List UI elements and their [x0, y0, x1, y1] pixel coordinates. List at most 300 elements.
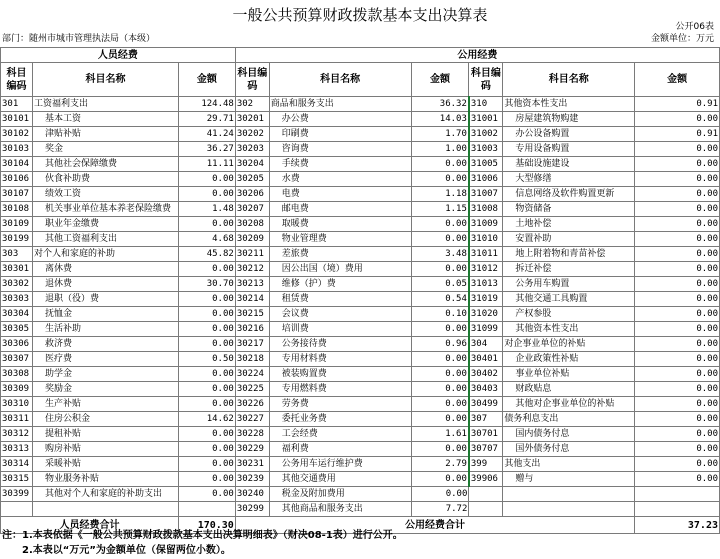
code-cell: 31006 [469, 172, 503, 187]
table-row [1, 352, 720, 367]
code-cell: 30216 [235, 322, 269, 337]
name-cell: 维修（护）费 [269, 277, 411, 292]
name-cell: 退职（役）费 [32, 292, 178, 307]
name-cell: 产权参股 [503, 307, 635, 322]
name-cell: 福利费 [269, 442, 411, 457]
code-cell: 30226 [235, 397, 269, 412]
amount-cell: 0.00 [178, 367, 235, 382]
column-name: 科目名称 [269, 63, 411, 97]
name-cell: 基本工资 [32, 112, 178, 127]
code-cell: 30107 [1, 187, 33, 202]
name-cell: 安置补助 [503, 232, 635, 247]
table-row [1, 502, 720, 517]
name-cell: 咨询费 [269, 142, 411, 157]
name-cell: 税金及附加费用 [269, 487, 411, 502]
code-cell: 30209 [235, 232, 269, 247]
name-cell: 机关事业单位基本养老保险缴费 [32, 202, 178, 217]
amount-cell: 14.03 [411, 112, 469, 127]
table-row [1, 202, 720, 217]
amount-cell: 0.00 [635, 112, 720, 127]
code-cell: 30228 [235, 427, 269, 442]
amount-cell: 0.00 [178, 337, 235, 352]
name-cell: 物业管理费 [269, 232, 411, 247]
name-cell: 其他交通工具购置 [503, 292, 635, 307]
amount-cell: 1.18 [411, 187, 469, 202]
name-cell: 工会经费 [269, 427, 411, 442]
code-cell: 31007 [469, 187, 503, 202]
column-code: 科目编码 [235, 63, 269, 97]
amount-cell: 0.00 [411, 172, 469, 187]
amount-cell: 45.82 [178, 247, 235, 262]
code-cell: 399 [469, 457, 503, 472]
name-cell: 对企事业单位的补贴 [503, 337, 635, 352]
amount-cell: 0.00 [411, 232, 469, 247]
amount-cell: 3.48 [411, 247, 469, 262]
code-cell: 30201 [235, 112, 269, 127]
code-cell: 30312 [1, 427, 33, 442]
table-row [1, 307, 720, 322]
amount-cell: 7.72 [411, 502, 469, 517]
amount-cell: 0.05 [411, 277, 469, 292]
name-cell: 印刷费 [269, 127, 411, 142]
table-row [1, 292, 720, 307]
name-cell: 被装购置费 [269, 367, 411, 382]
table-row [1, 472, 720, 487]
name-cell: 助学金 [32, 367, 178, 382]
public-total-value: 37.23 [635, 517, 720, 534]
table-row [1, 157, 720, 172]
name-cell: 其他社会保障缴费 [32, 157, 178, 172]
table-row [1, 442, 720, 457]
code-cell: 30239 [235, 472, 269, 487]
amount-cell: 0.00 [178, 427, 235, 442]
name-cell: 培训费 [269, 322, 411, 337]
amount-cell: 0.00 [178, 187, 235, 202]
amount-cell: 0.00 [178, 172, 235, 187]
code-cell: 30306 [1, 337, 33, 352]
name-cell: 商品和服务支出 [269, 97, 411, 112]
table-row [1, 412, 720, 427]
code-cell: 31005 [469, 157, 503, 172]
amount-cell: 30.70 [178, 277, 235, 292]
amount-cell: 0.00 [635, 157, 720, 172]
name-cell: 抚恤金 [32, 307, 178, 322]
code-cell: 30212 [235, 262, 269, 277]
amount-cell: 0.00 [411, 412, 469, 427]
amount-cell: 0.00 [178, 472, 235, 487]
code-cell: 30499 [469, 397, 503, 412]
amount-cell: 1.00 [411, 142, 469, 157]
amount-cell: 0.00 [635, 307, 720, 322]
name-cell: 专用燃料费 [269, 382, 411, 397]
table-row [1, 142, 720, 157]
name-cell: 奖励金 [32, 382, 178, 397]
amount-cell: 0.00 [411, 442, 469, 457]
name-cell: 伙食补助费 [32, 172, 178, 187]
name-cell: 办公设备购置 [503, 127, 635, 142]
name-cell: 离休费 [32, 262, 178, 277]
code-cell: 30207 [235, 202, 269, 217]
table-row [1, 322, 720, 337]
column-name: 科目名称 [503, 63, 635, 97]
name-cell: 劳务费 [269, 397, 411, 412]
code-cell: 30204 [235, 157, 269, 172]
amount-cell: 0.50 [178, 352, 235, 367]
name-cell: 赠与 [503, 472, 635, 487]
amount-cell: 0.00 [635, 262, 720, 277]
code-cell: 30299 [235, 502, 269, 517]
code-cell: 30707 [469, 442, 503, 457]
column-code: 科目编码 [1, 63, 33, 97]
amount-cell: 0.00 [411, 322, 469, 337]
code-cell: 31019 [469, 292, 503, 307]
code-cell: 30102 [1, 127, 33, 142]
table-row [1, 187, 720, 202]
table-row [1, 127, 720, 142]
unit-label: 金额单位：万元 [650, 34, 714, 44]
code-cell: 39906 [469, 472, 503, 487]
code-cell: 30315 [1, 472, 33, 487]
amount-cell: 0.00 [178, 382, 235, 397]
notes [2, 528, 403, 558]
name-cell: 土地补偿 [503, 217, 635, 232]
code-cell: 30205 [235, 172, 269, 187]
amount-cell: 36.32 [411, 97, 469, 112]
table-row [1, 97, 720, 112]
table-row [1, 112, 720, 127]
amount-cell: 0.00 [635, 442, 720, 457]
amount-cell: 2.79 [411, 457, 469, 472]
amount-cell: 0.00 [635, 187, 720, 202]
amount-cell: 0.10 [411, 307, 469, 322]
table-row [1, 247, 720, 262]
amount-cell: 0.00 [635, 397, 720, 412]
code-cell: 30103 [1, 142, 33, 157]
amount-cell: 0.00 [178, 442, 235, 457]
code-cell: 30231 [235, 457, 269, 472]
amount-cell: 0.00 [635, 217, 720, 232]
name-cell: 信息网络及软件购置更新 [503, 187, 635, 202]
code-cell: 30308 [1, 367, 33, 382]
name-cell [503, 487, 635, 502]
amount-cell: 0.00 [635, 142, 720, 157]
code-cell: 30240 [235, 487, 269, 502]
amount-cell: 0.96 [411, 337, 469, 352]
code-cell: 30310 [1, 397, 33, 412]
table-row [1, 232, 720, 247]
code-cell: 30104 [1, 157, 33, 172]
amount-cell: 0.91 [635, 127, 720, 142]
amount-cell: 0.00 [411, 472, 469, 487]
table-row [1, 217, 720, 232]
code-cell: 30309 [1, 382, 33, 397]
name-cell: 工资福利支出 [32, 97, 178, 112]
name-cell: 基础设施建设 [503, 157, 635, 172]
name-cell: 医疗费 [32, 352, 178, 367]
amount-cell: 0.00 [178, 487, 235, 502]
column-amount: 金额 [411, 63, 469, 97]
code-cell: 30401 [469, 352, 503, 367]
header-group-row [1, 48, 720, 63]
code-cell: 307 [469, 412, 503, 427]
code-cell [1, 502, 33, 517]
code-cell: 304 [469, 337, 503, 352]
name-cell: 企业政策性补贴 [503, 352, 635, 367]
name-cell: 公务用车运行维护费 [269, 457, 411, 472]
amount-cell: 0.00 [178, 397, 235, 412]
code-cell [469, 487, 503, 502]
name-cell: 津贴补贴 [32, 127, 178, 142]
column-name: 科目名称 [32, 63, 178, 97]
amount-cell: 0.00 [635, 172, 720, 187]
name-cell: 专用设备购置 [503, 142, 635, 157]
code-cell: 30106 [1, 172, 33, 187]
code-cell: 30109 [1, 217, 33, 232]
name-cell: 物资储备 [503, 202, 635, 217]
table-row [1, 337, 720, 352]
amount-cell: 0.00 [178, 292, 235, 307]
department-label: 部门：随州市城市管理执法局（本级） [2, 34, 156, 44]
amount-cell: 0.00 [635, 427, 720, 442]
amount-cell: 1.15 [411, 202, 469, 217]
name-cell: 生活补助 [32, 322, 178, 337]
code-cell: 30202 [235, 127, 269, 142]
name-cell: 其他支出 [503, 457, 635, 472]
amount-cell: 0.00 [635, 247, 720, 262]
code-cell: 30229 [235, 442, 269, 457]
amount-cell: 0.00 [411, 262, 469, 277]
amount-cell: 29.71 [178, 112, 235, 127]
expenditure-table [0, 47, 720, 534]
personnel-total-value: 170.30 [178, 517, 235, 534]
code-cell: 30313 [1, 442, 33, 457]
personnel-header: 人员经费 [1, 48, 236, 63]
column-amount: 金额 [635, 63, 720, 97]
name-cell: 其他工资福利支出 [32, 232, 178, 247]
amount-cell: 1.61 [411, 427, 469, 442]
code-cell: 30311 [1, 412, 33, 427]
name-cell: 大型修缮 [503, 172, 635, 187]
code-cell: 30217 [235, 337, 269, 352]
code-cell: 31020 [469, 307, 503, 322]
amount-cell: 4.68 [178, 232, 235, 247]
code-cell: 31010 [469, 232, 503, 247]
code-cell: 310 [469, 97, 503, 112]
name-cell: 对个人和家庭的补助 [32, 247, 178, 262]
name-cell: 取暖费 [269, 217, 411, 232]
name-cell: 专用材料费 [269, 352, 411, 367]
code-cell: 30301 [1, 262, 33, 277]
name-cell [503, 502, 635, 517]
name-cell: 其他对个人和家庭的补助支出 [32, 487, 178, 502]
amount-cell: 0.00 [178, 217, 235, 232]
amount-cell: 0.54 [411, 292, 469, 307]
form-number: 公开06表 [675, 22, 714, 32]
name-cell: 职业年金缴费 [32, 217, 178, 232]
code-cell: 30206 [235, 187, 269, 202]
name-cell: 电费 [269, 187, 411, 202]
name-cell: 其他商品和服务支出 [269, 502, 411, 517]
code-cell: 31001 [469, 112, 503, 127]
code-cell: 30314 [1, 457, 33, 472]
amount-cell: 1.70 [411, 127, 469, 142]
code-cell: 31002 [469, 127, 503, 142]
amount-cell: 0.00 [411, 367, 469, 382]
amount-cell: 14.62 [178, 412, 235, 427]
amount-cell: 0.00 [178, 307, 235, 322]
amount-cell: 0.00 [635, 202, 720, 217]
code-cell: 30225 [235, 382, 269, 397]
code-cell: 30304 [1, 307, 33, 322]
code-cell: 31009 [469, 217, 503, 232]
amount-cell: 0.00 [635, 277, 720, 292]
name-cell: 租赁费 [269, 292, 411, 307]
code-cell: 30213 [235, 277, 269, 292]
amount-cell [635, 487, 720, 502]
personnel-total-label: 人员经费合计 [1, 517, 179, 534]
code-cell: 301 [1, 97, 33, 112]
code-cell: 30307 [1, 352, 33, 367]
name-cell: 因公出国（境）费用 [269, 262, 411, 277]
name-cell: 委托业务费 [269, 412, 411, 427]
table-row [1, 382, 720, 397]
code-cell: 303 [1, 247, 33, 262]
code-cell: 30199 [1, 232, 33, 247]
code-cell: 30402 [469, 367, 503, 382]
name-cell: 房屋建筑物购建 [503, 112, 635, 127]
name-cell: 提租补贴 [32, 427, 178, 442]
name-cell: 地上附着物和青苗补偿 [503, 247, 635, 262]
code-cell: 30305 [1, 322, 33, 337]
amount-cell: 0.00 [635, 292, 720, 307]
name-cell: 绩效工资 [32, 187, 178, 202]
code-cell: 31099 [469, 322, 503, 337]
amount-cell: 0.00 [635, 352, 720, 367]
code-cell: 30211 [235, 247, 269, 262]
name-cell: 住房公积金 [32, 412, 178, 427]
amount-cell: 0.00 [411, 157, 469, 172]
name-cell: 手续费 [269, 157, 411, 172]
code-cell: 30303 [1, 292, 33, 307]
name-cell: 水费 [269, 172, 411, 187]
name-cell: 办公费 [269, 112, 411, 127]
amount-cell: 41.24 [178, 127, 235, 142]
code-cell: 31011 [469, 247, 503, 262]
name-cell: 会议费 [269, 307, 411, 322]
name-cell: 其他资本性支出 [503, 97, 635, 112]
report-title: 一般公共预算财政拨款基本支出决算表 [232, 6, 488, 24]
amount-cell: 0.00 [635, 337, 720, 352]
amount-cell: 0.00 [178, 322, 235, 337]
amount-cell: 0.00 [411, 217, 469, 232]
name-cell: 差旅费 [269, 247, 411, 262]
name-cell: 拆迁补偿 [503, 262, 635, 277]
code-cell: 30208 [235, 217, 269, 232]
amount-cell: 0.00 [635, 382, 720, 397]
table-row [1, 367, 720, 382]
amount-cell: 0.00 [635, 367, 720, 382]
table-row [1, 427, 720, 442]
table-row [1, 397, 720, 412]
column-amount: 金额 [178, 63, 235, 97]
public-total-label: 公用经费合计 [235, 517, 634, 534]
amount-cell: 0.91 [635, 97, 720, 112]
name-cell: 其他资本性支出 [503, 322, 635, 337]
code-cell: 30218 [235, 352, 269, 367]
amount-cell: 0.00 [635, 472, 720, 487]
name-cell: 退休费 [32, 277, 178, 292]
amount-cell: 0.00 [411, 487, 469, 502]
code-cell: 30101 [1, 112, 33, 127]
code-cell: 31013 [469, 277, 503, 292]
name-cell: 邮电费 [269, 202, 411, 217]
code-cell: 30203 [235, 142, 269, 157]
amount-cell: 36.27 [178, 142, 235, 157]
note-1: 注：1.本表依据《一般公共预算财政拨款基本支出决算明细表》（财决08-1表）进行公开。 [2, 530, 403, 541]
amount-cell: 124.48 [178, 97, 235, 112]
code-cell: 30227 [235, 412, 269, 427]
name-cell: 国外债务付息 [503, 442, 635, 457]
amount-cell: 0.00 [411, 382, 469, 397]
note-2: 2.本表以“万元”为金额单位（保留两位小数）。 [22, 545, 231, 556]
table-row [1, 487, 720, 502]
amount-cell: 1.48 [178, 202, 235, 217]
name-cell: 公务用车购置 [503, 277, 635, 292]
name-cell [32, 502, 178, 517]
amount-cell: 0.00 [178, 457, 235, 472]
header-column-row [1, 63, 720, 97]
code-cell: 31003 [469, 142, 503, 157]
amount-cell: 11.11 [178, 157, 235, 172]
amount-cell: 0.00 [411, 397, 469, 412]
amount-cell [178, 502, 235, 517]
code-cell: 30399 [1, 487, 33, 502]
name-cell: 采暖补贴 [32, 457, 178, 472]
amount-cell: 0.00 [635, 457, 720, 472]
name-cell: 事业单位补贴 [503, 367, 635, 382]
amount-cell: 0.00 [635, 322, 720, 337]
name-cell: 其他交通费用 [269, 472, 411, 487]
code-cell: 31008 [469, 202, 503, 217]
column-code: 科目编码 [469, 63, 503, 97]
name-cell: 其他对企事业单位的补贴 [503, 397, 635, 412]
code-cell: 30403 [469, 382, 503, 397]
code-cell: 30108 [1, 202, 33, 217]
table-row [1, 457, 720, 472]
table-row [1, 172, 720, 187]
name-cell: 公务接待费 [269, 337, 411, 352]
code-cell [469, 502, 503, 517]
amount-cell: 0.00 [411, 352, 469, 367]
amount-cell: 0.00 [635, 232, 720, 247]
name-cell: 物业服务补贴 [32, 472, 178, 487]
name-cell: 债务利息支出 [503, 412, 635, 427]
name-cell: 财政贴息 [503, 382, 635, 397]
table-row [1, 262, 720, 277]
name-cell: 救济费 [32, 337, 178, 352]
name-cell: 国内债务付息 [503, 427, 635, 442]
amount-cell: 0.00 [635, 412, 720, 427]
code-cell: 30302 [1, 277, 33, 292]
code-cell: 30215 [235, 307, 269, 322]
code-cell: 302 [235, 97, 269, 112]
table-row [1, 277, 720, 292]
amount-cell: 0.00 [178, 262, 235, 277]
name-cell: 购房补贴 [32, 442, 178, 457]
code-cell: 30224 [235, 367, 269, 382]
name-cell: 奖金 [32, 142, 178, 157]
amount-cell [635, 502, 720, 517]
